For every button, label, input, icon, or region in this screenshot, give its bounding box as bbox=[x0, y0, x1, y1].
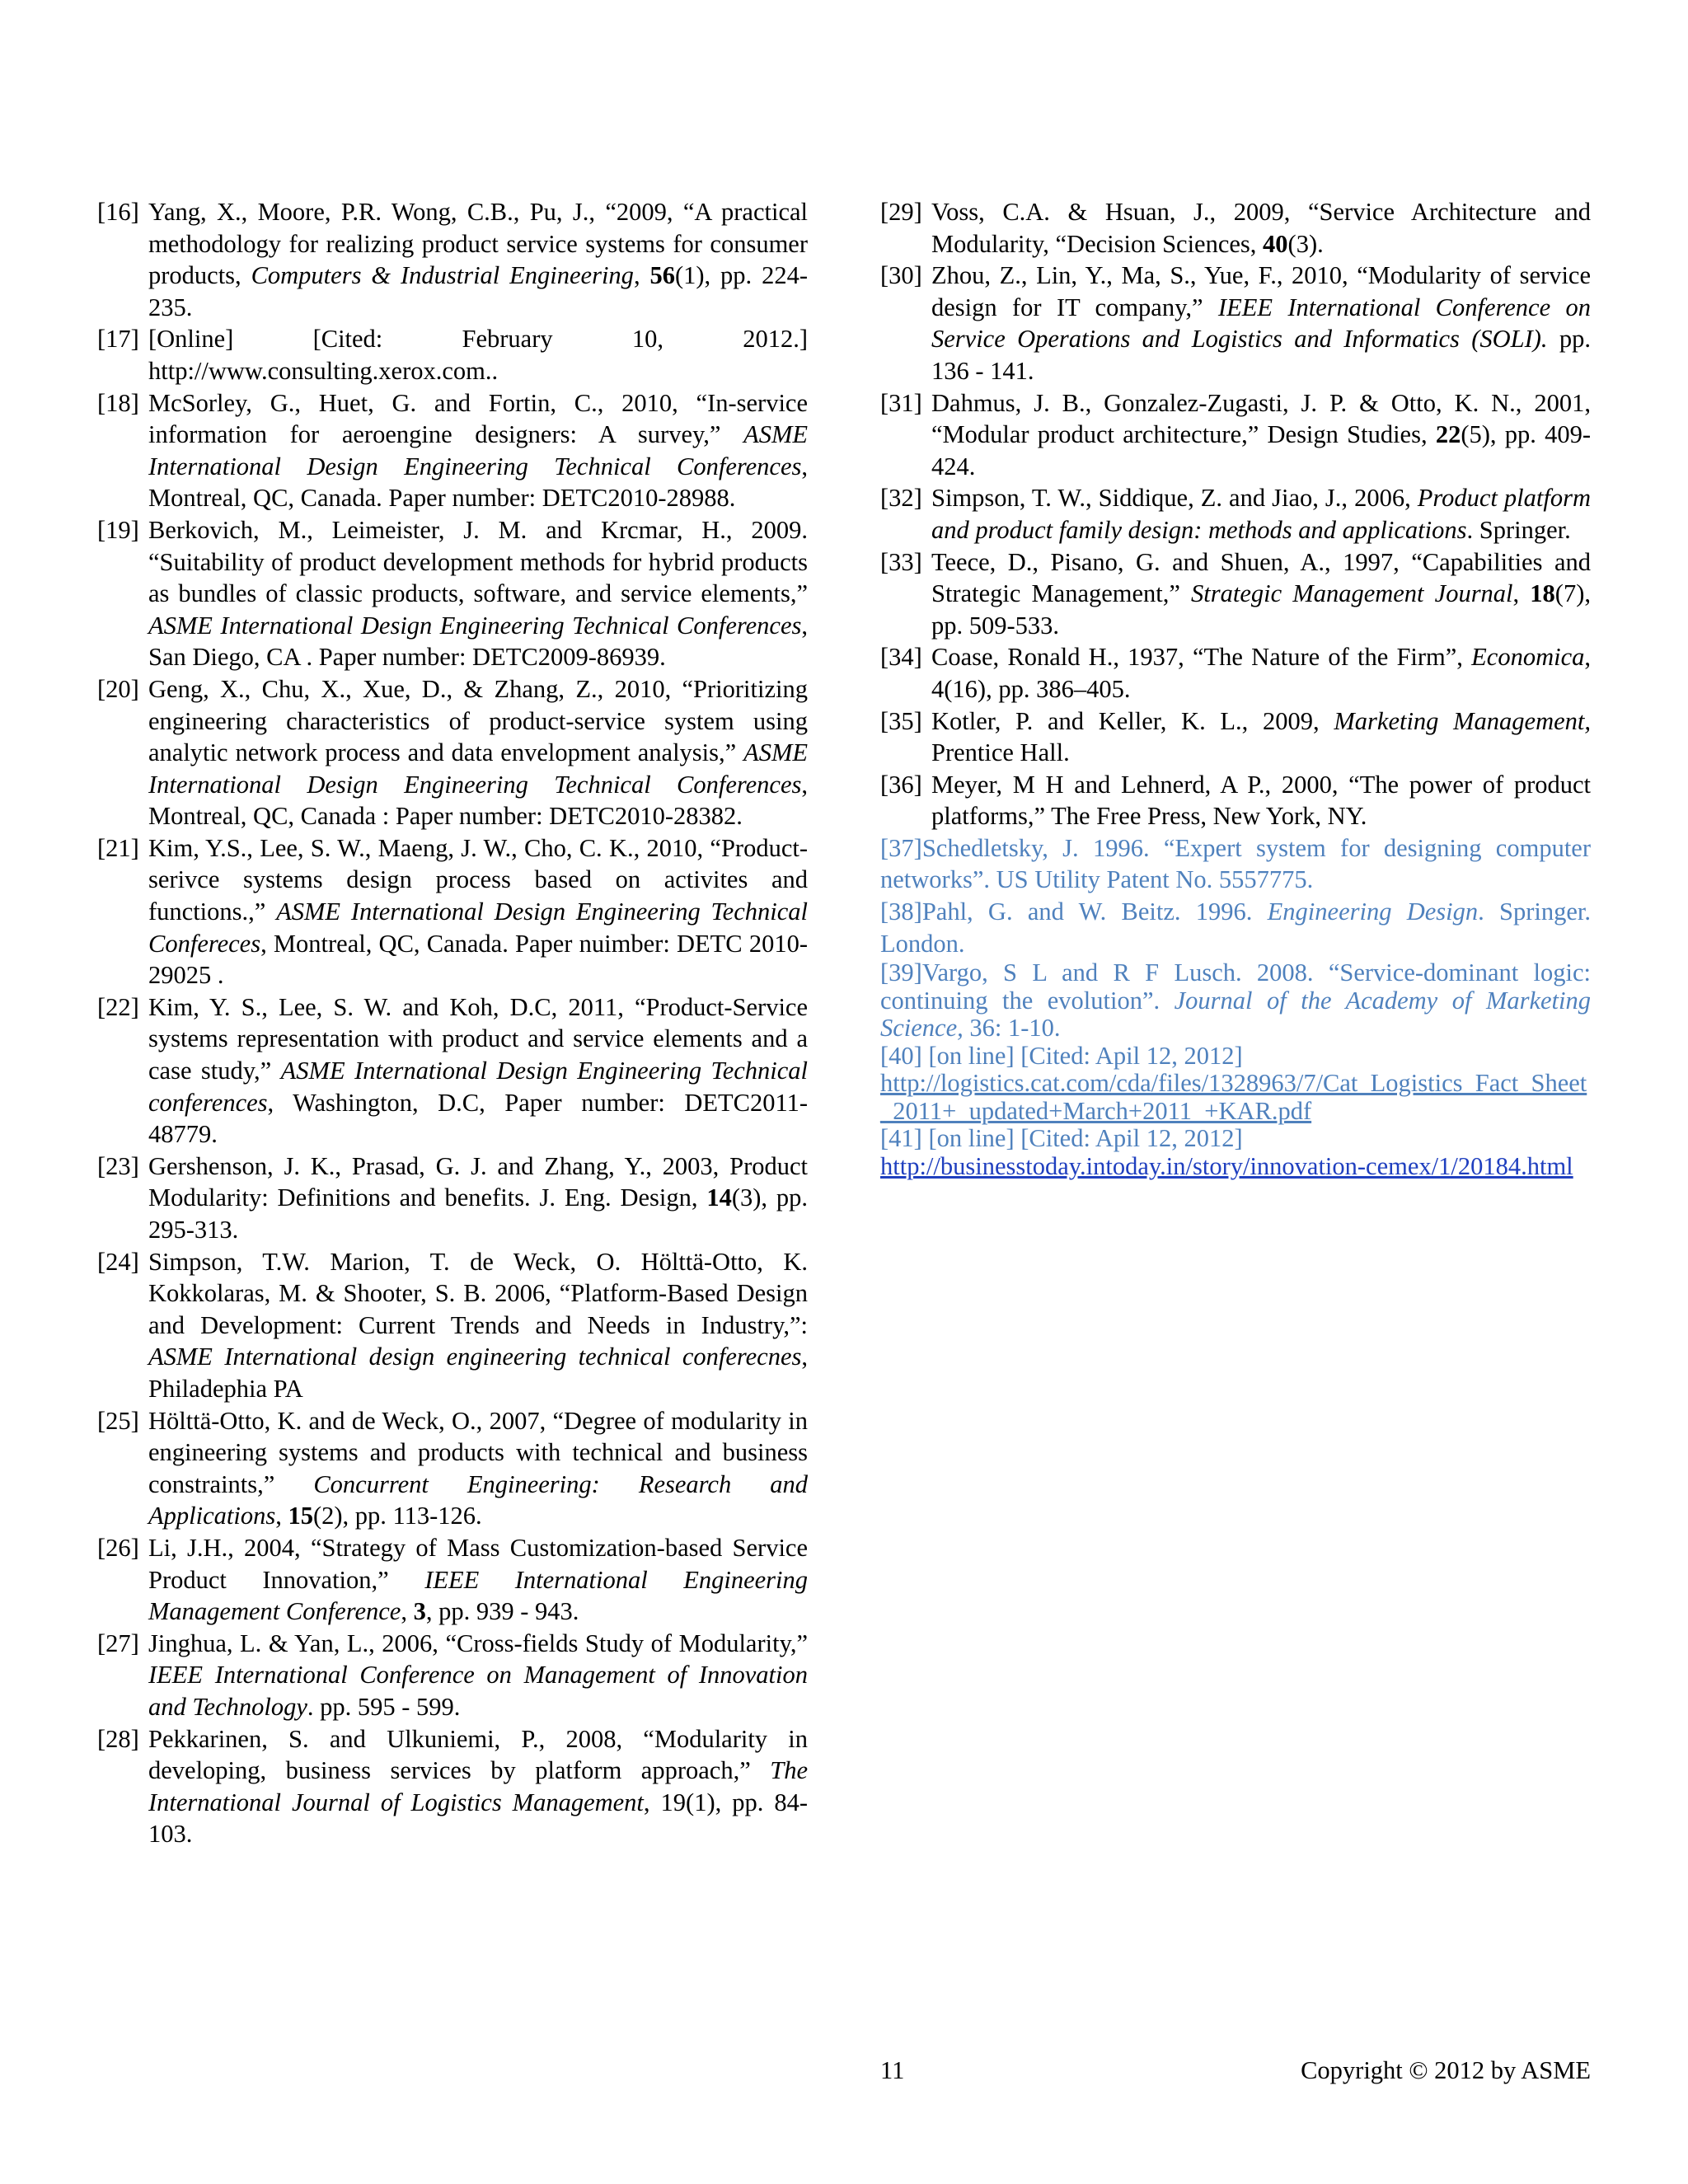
reference-29: [29] Voss, C.A. & Hsuan, J., 2009, “Service Architecture and Modularity, “Decision Sciences, 40(3). bbox=[880, 198, 1591, 258]
reference-18: [18] McSorley, G., Huet, G. and Fortin, C., 2010, “In-service information for aeroengine designers: A survey,” ASME International Design Engineering Technical Conferences, Montreal, QC, Canada. Paper number: DETC2010-28988. bbox=[97, 388, 808, 513]
reference-31: [31] Dahmus, J. B., Gonzalez-Zugasti, J. P. & Otto, K. N., 2001, “Modular product architecture,” Design Studies, 22(5), pp. 409-424. bbox=[880, 388, 1591, 480]
reference-number: [25] bbox=[97, 1406, 139, 1435]
reference-number: [18] bbox=[97, 388, 139, 417]
reference-37: [37]Schedletsky, J. 1996. “Expert system for designing computer networks”. US Utility Patent No. 5557775. bbox=[880, 833, 1591, 894]
reference-22: [22] Kim, Y. S., Lee, S. W. and Koh, D.C, 2011, “Product-Service systems representation with product and service elements and a case study,” ASME International Design Engineering Technical conferences, Washington, D.C, Paper number: DETC2011-48779. bbox=[97, 992, 809, 1149]
reference-30: [30] Zhou, Z., Lin, Y., Ma, S., Yue, F., 2010, “Modularity of service design for IT company,” IEEE International Conference on Service Operations and Logistics and Informatics (SOLI). pp. 136 - 141. bbox=[880, 261, 1591, 385]
references-left-column bbox=[97, 196, 808, 1850]
reference-number: [33] bbox=[880, 547, 922, 576]
reference-number: [21] bbox=[97, 833, 139, 862]
page-number: 11 bbox=[880, 2056, 905, 2084]
reference-number: [16] bbox=[97, 198, 139, 226]
reference-number: [34] bbox=[880, 643, 922, 672]
reference-23: [23] Gershenson, J. K., Prasad, G. J. and Zhang, Y., 2003, Product Modularity: Definitions and benefits. J. Eng. Design, 14(3), pp. 295-313. bbox=[97, 1151, 808, 1244]
reference-number: [28] bbox=[97, 1724, 139, 1753]
reference-number: [24] bbox=[97, 1247, 139, 1276]
reference-19: [19] Berkovich, M., Leimeister, J. M. and Krcmar, H., 2009. “Suitability of product development methods for hybrid products as bundles of classic products, software, and service elements,” ASME International Design Engineering Technical Conferences, San Diego, CA . Paper number: DETC2009-86939. bbox=[97, 515, 808, 672]
reference-16: [16] Yang, X., Moore, P.R. Wong, C.B., Pu, J., “2009, “A practical methodology for realizing product service systems for consumer products, Computers & Industrial Engineering, 56(1), pp. 224-235. bbox=[97, 198, 808, 321]
reference-27: [27] Jinghua, L. & Yan, L., 2006, “Cross-fields Study of Modularity,” IEEE International Conference on Management of Innovation and Technology. pp. 595 - 599. bbox=[97, 1629, 808, 1721]
reference-40: [40] [on line] [Cited: Apil 12, 2012] http://logistics.cat.com/cda/files/1328963/7/Cat_Logistics_Fact_Sheet_2011+_updated+March+2011_+KAR.pdf bbox=[880, 1041, 1587, 1125]
reference-35: [35] Kotler, P. and Keller, K. L., 2009, Marketing Management, Prentice Hall. bbox=[880, 706, 1591, 767]
reference-number: [17] bbox=[97, 325, 139, 354]
reference-34: [34] Coase, Ronald H., 1937, “The Nature of the Firm”, Economica, 4(16), pp. 386–405. bbox=[880, 643, 1591, 703]
reference-28: [28] Pekkarinen, S. and Ulkuniemi, P., 2008, “Modularity in developing, business services by platform approach,” The International Journal of Logistics Management, 19(1), pp. 84-103. bbox=[97, 1724, 808, 1849]
reference-number: [36] bbox=[880, 770, 922, 799]
reference-number: [20] bbox=[97, 674, 139, 703]
reference-40-link[interactable]: http://logistics.cat.com/cda/files/1328963/7/Cat_Logistics_Fact_Sheet_2011+_updated+March+2011_+KAR.pdf bbox=[880, 1069, 1587, 1125]
reference-26: [26] Li, J.H., 2004, “Strategy of Mass Customization-based Service Product Innovation,” IEEE International Engineering Management Conference, 3, pp. 939 - 943. bbox=[97, 1533, 808, 1626]
reference-number: [23] bbox=[97, 1151, 139, 1180]
reference-21: [21] Kim, Y.S., Lee, S. W., Maeng, J. W., Cho, C. K., 2010, “Product-serivce systems design process based on activites and functions.,” ASME International Design Engineering Technical Confereces, Montreal, QC, Canada. Paper nuimber: DETC 2010-29025 . bbox=[97, 833, 808, 990]
reference-36: [36] Meyer, M H and Lehnerd, A P., 2000, “The power of product platforms,” The Free Press, New York, NY. bbox=[880, 770, 1591, 831]
reference-33: [33] Teece, D., Pisano, G. and Shuen, A., 1997, “Capabilities and Strategic Management,” Strategic Management Journal, 18(7), pp. 509-533. bbox=[880, 547, 1591, 640]
reference-number: [26] bbox=[97, 1533, 139, 1562]
reference-number: [35] bbox=[880, 706, 922, 735]
references-right-column bbox=[880, 196, 1591, 1180]
reference-20: [20] Geng, X., Chu, X., Xue, D., & Zhang, Z., 2010, “Prioritizing engineering characteristics of product-service system using analytic network process and data envelopment analysis,” ASME International Design Engineering Technical Conferences, Montreal, QC, Canada : Paper number: DETC2010-28382. bbox=[97, 674, 808, 831]
reference-number: [22] bbox=[97, 992, 139, 1021]
reference-number: [32] bbox=[880, 484, 922, 513]
reference-number: [31] bbox=[880, 388, 922, 417]
reference-39: [39]Vargo, S L and R F Lusch. 2008. “Service-dominant logic: continuing the evolution”. Journal of the Academy of Marketing Science, 36: 1-10. bbox=[880, 958, 1591, 1043]
reference-41: [41] [on line] [Cited: Apil 12, 2012] http://businesstoday.intoday.in/story/innovation-cemex/1/20184.html bbox=[880, 1124, 1573, 1180]
reference-24: [24] Simpson, T.W. Marion, T. de Weck, O. Hölttä-Otto, K. Kokkolaras, M. & Shooter, S. B. 2006, “Platform-Based Design and Development: Current Trends and Needs in Industry,”: ASME International design engineering technical conferecnes, Philadephia PA bbox=[97, 1247, 808, 1403]
reference-41-link[interactable]: http://businesstoday.intoday.in/story/innovation-cemex/1/20184.html bbox=[880, 1151, 1573, 1180]
reference-25: [25] Hölttä-Otto, K. and de Weck, O., 2007, “Degree of modularity in engineering systems and products with technical and business constraints,” Concurrent Engineering: Research and Applications, 15(2), pp. 113-126. bbox=[97, 1406, 808, 1530]
reference-38: [38]Pahl, G. and W. Beitz. 1996. Engineering Design. Springer. London. bbox=[880, 898, 1592, 958]
copyright-notice: Copyright © 2012 by ASME bbox=[1301, 2056, 1591, 2084]
reference-number: [19] bbox=[97, 515, 139, 544]
reference-number: [27] bbox=[97, 1629, 139, 1657]
reference-32: [32] Simpson, T. W., Siddique, Z. and Jiao, J., 2006, Product platform and product family design: methods and applications. Springer. bbox=[880, 484, 1591, 544]
reference-number: [29] bbox=[880, 198, 922, 226]
reference-17: [17] [Online] [Cited: February 10, 2012.] http://www.consulting.xerox.com.. bbox=[97, 325, 808, 385]
reference-number: [30] bbox=[880, 261, 922, 290]
